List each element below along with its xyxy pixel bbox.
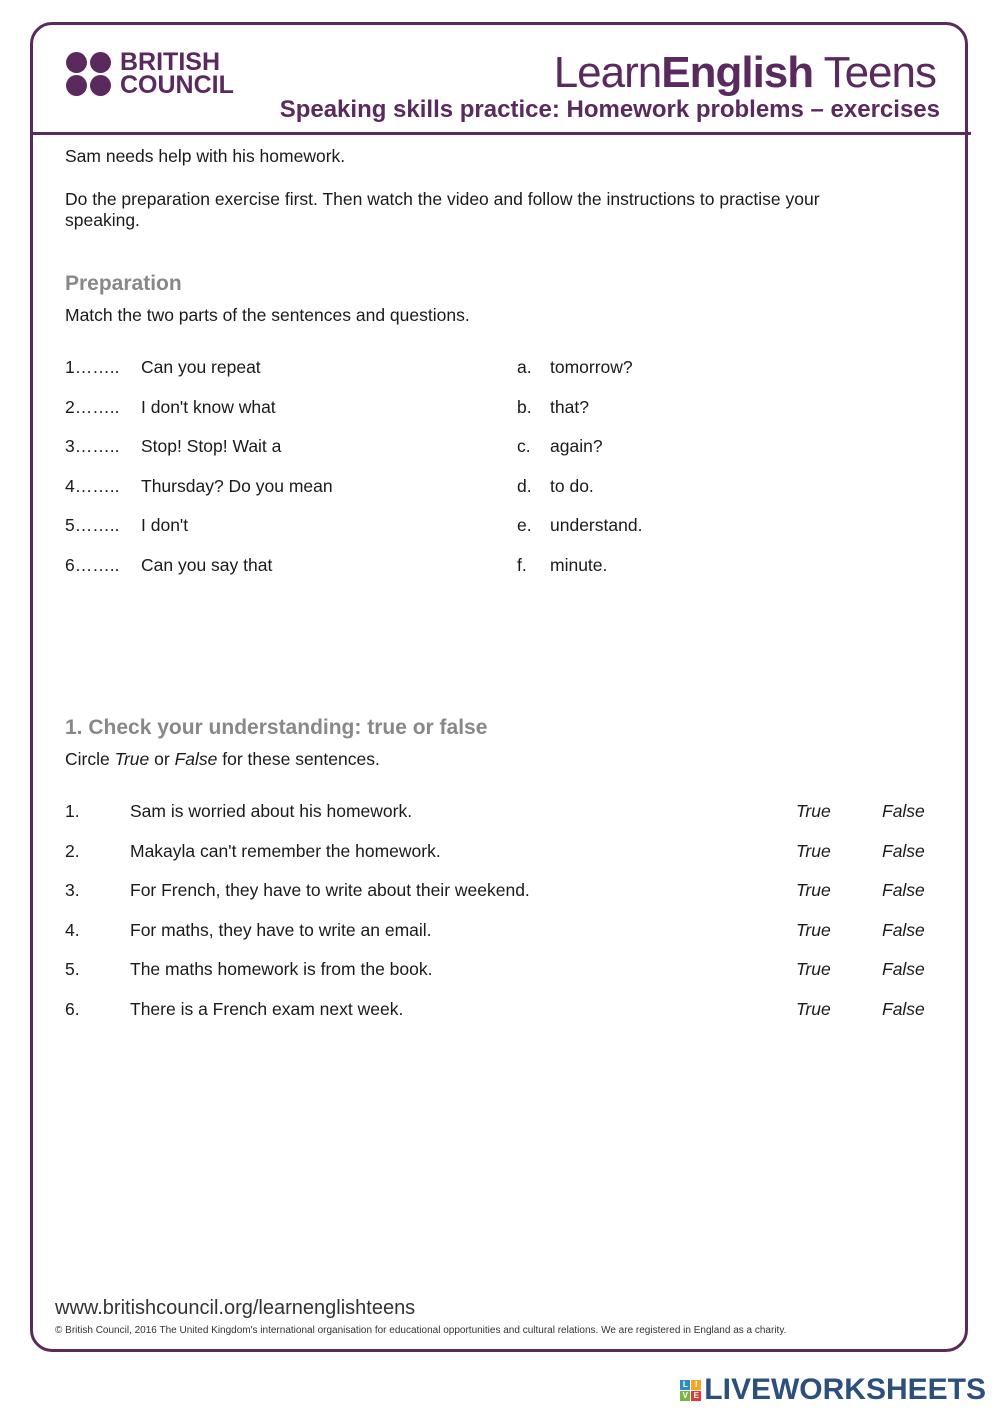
tf-statement: For maths, they have to write an email.: [130, 919, 432, 940]
instr-part: Circle: [65, 749, 115, 769]
false-option[interactable]: False: [882, 880, 925, 901]
logo-line-1: BRITISH: [120, 48, 220, 76]
match-right-text: that?: [550, 396, 589, 417]
match-left-text: I don't: [141, 515, 189, 536]
liveworksheets-text: LIVEWORKSHEETS: [704, 1373, 986, 1406]
tf-row: [65, 880, 945, 902]
tf-number: 6.: [65, 999, 80, 1019]
preparation-instruction: Match the two parts of the sentences and questions.: [65, 305, 470, 325]
brand-teens: Teens: [813, 48, 936, 97]
match-letter: f.: [517, 555, 527, 575]
tf-statement: The maths homework is from the book.: [130, 959, 433, 980]
true-option[interactable]: True: [796, 840, 831, 861]
match-letter: d.: [517, 475, 532, 496]
intro-line-2: Do the preparation exercise first. Then watch the video and follow the instructions to practise your speaking.: [65, 189, 820, 230]
match-letter: c.: [517, 436, 531, 457]
match-number-blank[interactable]: 1……..: [65, 357, 120, 377]
icon-letter: I: [691, 1380, 701, 1390]
match-row: [65, 397, 965, 419]
match-letter: b.: [517, 396, 532, 417]
match-row: [65, 436, 965, 458]
instr-false: False: [174, 749, 218, 769]
tf-row: [65, 801, 945, 823]
match-row: [65, 515, 965, 537]
tf-statement: Makayla can't remember the homework.: [130, 840, 441, 861]
check-heading: 1. Check your understanding: true or false: [65, 716, 488, 739]
match-left-text: Can you repeat: [141, 357, 261, 377]
false-option[interactable]: False: [882, 999, 925, 1019]
icon-letter: V: [680, 1391, 690, 1401]
instr-true: True: [114, 749, 150, 769]
liveworksheets-watermark: [680, 1373, 986, 1407]
match-number-blank[interactable]: 6……..: [65, 555, 120, 575]
match-left-text: Thursday? Do you mean: [141, 475, 333, 496]
instr-part: for these sentences.: [217, 749, 380, 769]
tf-statement: Sam is worried about his homework.: [130, 801, 413, 821]
false-option[interactable]: False: [882, 959, 925, 980]
tf-statement: There is a French exam next week.: [130, 999, 404, 1019]
tf-number: 1.: [65, 801, 80, 821]
match-right-text: tomorrow?: [550, 357, 633, 377]
tf-number: 5.: [65, 959, 80, 980]
check-instruction: [65, 749, 380, 770]
icon-letter: L: [680, 1380, 690, 1390]
match-left-text: I don't know what: [141, 396, 276, 417]
false-option[interactable]: False: [882, 801, 925, 821]
tf-row: [65, 959, 945, 981]
header-divider: [30, 132, 971, 135]
footer-url[interactable]: www.britishcouncil.org/learnenglishteens: [55, 1297, 416, 1319]
match-row: [65, 555, 965, 577]
match-right-text: again?: [550, 436, 603, 457]
match-row: [65, 357, 965, 379]
tf-statement: For French, they have to write about their weekend.: [130, 880, 530, 901]
true-option[interactable]: True: [796, 880, 831, 901]
match-right-text: understand.: [550, 515, 643, 536]
preparation-heading: Preparation: [65, 272, 182, 295]
match-letter: e.: [517, 515, 532, 536]
page-title: Speaking skills practice: Homework problems – exercises: [279, 96, 940, 123]
logo-line-2: COUNCIL: [120, 71, 234, 99]
match-left-text: Stop! Stop! Wait a: [141, 436, 282, 457]
tf-row: [65, 841, 945, 863]
true-option[interactable]: True: [796, 801, 831, 821]
intro-line-1: Sam needs help with his homework.: [65, 146, 346, 166]
learnenglish-teens-logo: [554, 48, 936, 98]
liveworksheets-icon: [680, 1380, 701, 1401]
tf-row: [65, 920, 945, 942]
brand-english: English: [661, 48, 814, 97]
tf-row: [65, 999, 945, 1021]
match-row: [65, 476, 965, 498]
match-number-blank[interactable]: 3……..: [65, 436, 120, 457]
tf-number: 4.: [65, 919, 80, 940]
tf-number: 2.: [65, 840, 80, 861]
match-number-blank[interactable]: 4……..: [65, 475, 120, 496]
true-option[interactable]: True: [796, 959, 831, 980]
footer-copyright: © British Council, 2016 The United Kingdom's international organisation for educational opportunities and cultural relations. We are registered in England as a charity.: [55, 1325, 787, 1336]
icon-letter: E: [691, 1391, 701, 1401]
match-left-text: Can you say that: [141, 555, 273, 575]
match-letter: a.: [517, 357, 532, 377]
true-option[interactable]: True: [796, 999, 831, 1019]
instr-part: or: [149, 749, 175, 769]
logo-dots-icon: [66, 52, 112, 96]
match-number-blank[interactable]: 2……..: [65, 396, 120, 417]
tf-number: 3.: [65, 880, 80, 901]
false-option[interactable]: False: [882, 919, 925, 940]
true-option[interactable]: True: [796, 919, 831, 940]
match-number-blank[interactable]: 5……..: [65, 515, 120, 536]
british-council-logo: [66, 48, 234, 99]
match-right-text: to do.: [550, 475, 594, 496]
brand-learn: Learn: [553, 48, 662, 97]
match-right-text: minute.: [550, 555, 608, 575]
false-option[interactable]: False: [882, 840, 925, 861]
